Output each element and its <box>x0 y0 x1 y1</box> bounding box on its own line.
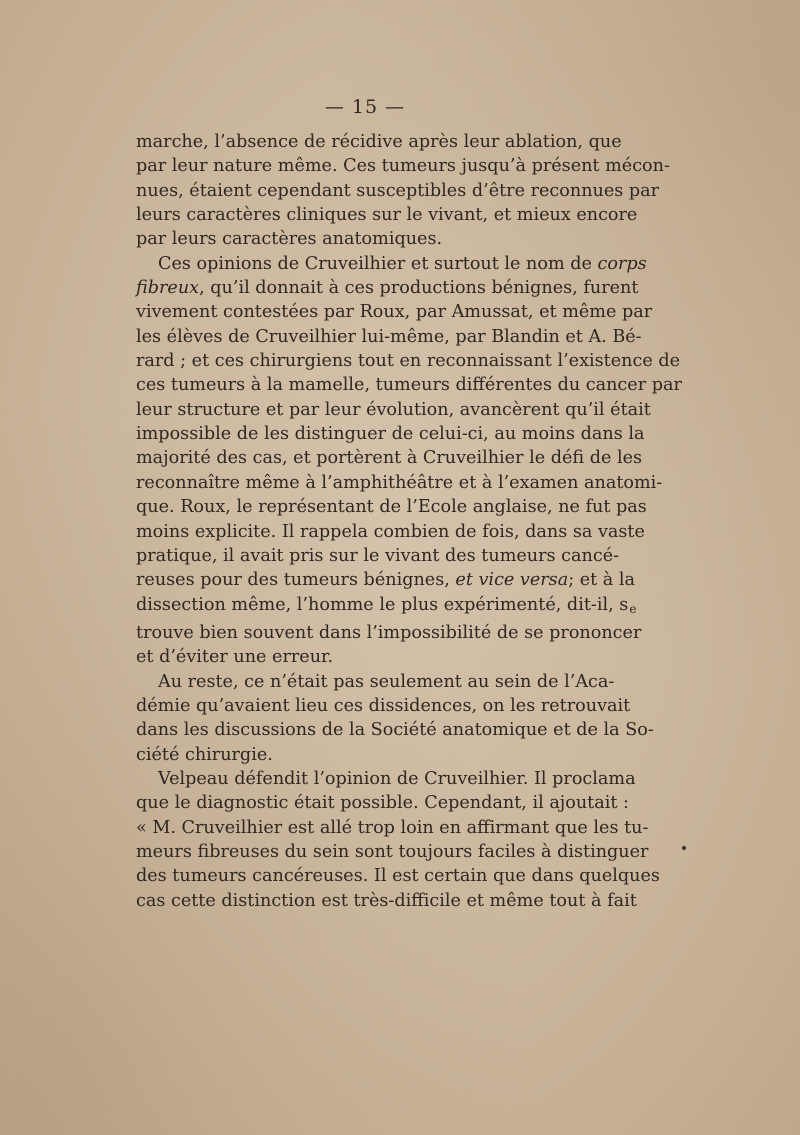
text-line: par leurs caractères anatomiques. <box>136 229 443 250</box>
text-line: vivement contestées par Roux, par Amussat, et même par <box>136 302 653 323</box>
text-line: ces tumeurs à la mamelle, tumeurs différentes du cancer par <box>136 375 682 396</box>
text-line: pratique, il avait pris sur le vivant des tumeurs cancé- <box>136 545 620 566</box>
text-line: meurs fibreuses du sein sont toujours faciles à distinguer <box>136 841 649 862</box>
text-line: Au reste, ce n’était pas seulement au sein de l’Aca- <box>158 671 615 692</box>
text-line <box>136 593 637 621</box>
text-line: marche, l’absence de récidive après leur ablation, que <box>136 132 622 152</box>
text-line: des tumeurs cancéreuses. Il est certain que dans quelques <box>136 866 660 887</box>
text-line: leur structure et par leur évolution, avancèrent qu’il était <box>136 399 651 420</box>
text-line <box>136 568 635 592</box>
text-line: nues, étaient cependant susceptibles d’être reconnues par <box>136 180 660 201</box>
text-segment: ; et à la <box>568 570 635 591</box>
text-segment: Ces opinions de Cruveilhier et surtout le nom de <box>158 253 592 274</box>
text-segment: reuses pour des tumeurs bénignes, <box>136 570 450 591</box>
text-line: rard ; et ces chirurgiens tout en reconnaissant l’existence de <box>136 351 680 372</box>
text-segment: , qu’il donnait à ces productions bénignes, furent <box>199 278 639 299</box>
italic-term: corps <box>597 253 647 274</box>
text-line <box>136 276 639 300</box>
text-line: que le diagnostic était possible. Cependant, il ajoutait : <box>136 793 629 814</box>
text-line: « M. Cruveilhier est allé trop loin en affirmant que les tu- <box>136 817 649 838</box>
text-line: impossible de les distinguer de celui-ci, au moins dans la <box>136 424 645 445</box>
italic-term: fibreux <box>136 278 200 299</box>
text-line: dans les discussions de la Société anatomique et de la So- <box>136 720 654 741</box>
text-line: moins explicite. Il rappela combien de fois, dans sa vaste <box>136 521 645 542</box>
misprint-letter: e <box>629 601 637 616</box>
text-line: trouve bien souvent dans l’impossibilité de se prononcer <box>136 622 642 643</box>
text-line: reconnaître même à l’amphithéâtre et à l’examen anatomi- <box>136 472 663 493</box>
page-number: — 15 — <box>324 96 406 118</box>
text-segment: dissection même, l’homme le plus expérimenté, dit-il, s <box>136 594 629 615</box>
text-line: leurs caractères cliniques sur le vivant, et mieux encore <box>136 205 638 226</box>
text-line: cas cette distinction est très-difficile et même tout à fait <box>136 890 637 911</box>
body-text <box>136 130 682 913</box>
italic-term: et vice versa <box>455 570 569 591</box>
text-line: et d’éviter une erreur. <box>136 647 334 668</box>
ink-speck <box>682 846 686 850</box>
text-line: par leur nature même. Ces tumeurs jusqu’à présent mécon- <box>136 156 670 177</box>
text-line: démie qu’avaient lieu ces dissidences, on les retrouvait <box>136 695 631 716</box>
text-line: les élèves de Cruveilhier lui-même, par Blandin et A. Bé- <box>136 326 642 347</box>
text-line: majorité des cas, et portèrent à Cruveilhier le défi de les <box>136 448 643 469</box>
text-line <box>136 252 647 276</box>
text-line: Velpeau défendit l’opinion de Cruveilhier. Il proclama <box>158 768 636 789</box>
text-line: que. Roux, le représentant de l’Ecole anglaise, ne fut pas <box>136 497 647 518</box>
text-line: ciété chirurgie. <box>136 744 273 765</box>
